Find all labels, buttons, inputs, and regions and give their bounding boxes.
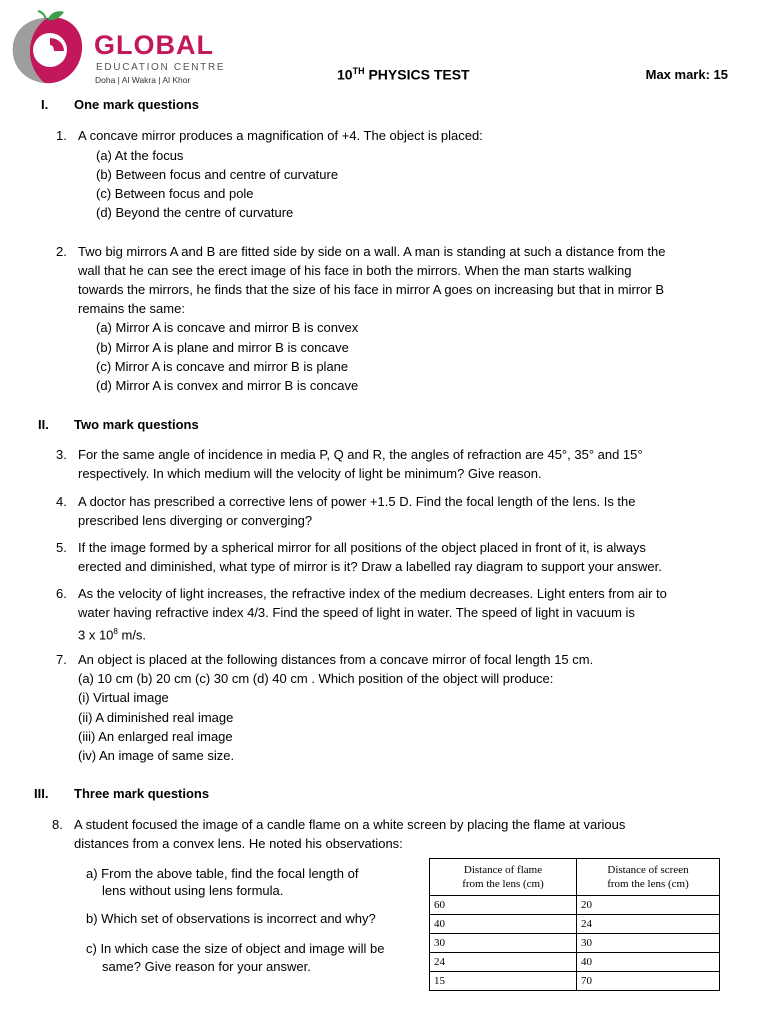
question-line: As the velocity of light increases, the refractive index of the medium decreases. Light enters from air to: [78, 586, 667, 601]
question-number: 4.: [56, 494, 67, 509]
option: (a) Mirror A is concave and mirror B is convex: [96, 320, 359, 335]
table-cell: 15: [430, 972, 577, 991]
question-line: distances from a convex lens. He noted his observations:: [74, 836, 403, 851]
section-title: Three mark questions: [74, 786, 210, 801]
question-number: 1.: [56, 128, 67, 143]
question-line: (a) 10 cm (b) 20 cm (c) 30 cm (d) 40 cm . Which position of the object will produce:: [78, 671, 554, 686]
section-number: I.: [41, 97, 49, 112]
question-line: towards the mirrors, he finds that the size of his face in mirror A goes on increasing but that in mirror B: [78, 282, 664, 297]
table-cell: 30: [430, 934, 577, 953]
table-row: [430, 915, 720, 934]
option: (d) Mirror A is convex and mirror B is concave: [96, 378, 359, 393]
question-text: A concave mirror produces a magnification of +4. The object is placed:: [78, 128, 483, 143]
column-header-screen-distance: Distance of screen from the lens (cm): [577, 859, 720, 896]
question-number: 7.: [56, 652, 67, 667]
table-row: [430, 934, 720, 953]
sub-question-a: a) From the above table, find the focal length of: [86, 866, 359, 881]
option: (iv) An image of same size.: [78, 748, 235, 763]
max-mark: Max mark: 15: [645, 67, 728, 82]
table-row: [430, 896, 720, 915]
option: (c) Mirror A is concave and mirror B is plane: [96, 359, 349, 374]
table-cell: 40: [577, 953, 720, 972]
question-line: For the same angle of incidence in media P, Q and R, the angles of refraction are 45°, 35° and 15°: [78, 447, 643, 462]
option: (i) Virtual image: [78, 690, 169, 705]
question-line: water having refractive index 4/3. Find the speed of light in water. The speed of light in vacuum is: [78, 605, 635, 620]
sub-question-c-line2: same? Give reason for your answer.: [102, 959, 311, 974]
logo-locations: Doha | Al Wakra | Al Khor: [95, 75, 191, 85]
table-row: [430, 972, 720, 991]
question-line: Two big mirrors A and B are fitted side by side on a wall. A man is standing at such a distance from the: [78, 244, 666, 259]
logo-apple-icon: [8, 10, 86, 86]
section-title: Two mark questions: [74, 417, 199, 432]
sub-question-c: c) In which case the size of object and image will be: [86, 941, 385, 956]
option: (iii) An enlarged real image: [78, 729, 233, 744]
sub-question-b: b) Which set of observations is incorrect and why?: [86, 911, 376, 926]
question-line: respectively. In which medium will the velocity of light be minimum? Give reason.: [78, 466, 542, 481]
table-cell: 24: [430, 953, 577, 972]
section-number: II.: [38, 417, 49, 432]
question-line: A doctor has prescribed a corrective lens of power +1.5 D. Find the focal length of the lens. Is the: [78, 494, 636, 509]
question-line: prescribed lens diverging or converging?: [78, 513, 313, 528]
option: (ii) A diminished real image: [78, 710, 234, 725]
question-number: 6.: [56, 586, 67, 601]
section-title: One mark questions: [74, 97, 199, 112]
table-cell: 40: [430, 915, 577, 934]
logo: [8, 10, 228, 86]
question-line: remains the same:: [78, 301, 185, 316]
table-header-row: [430, 859, 720, 896]
table-cell: 30: [577, 934, 720, 953]
logo-name: GLOBAL: [94, 30, 214, 60]
table-cell: 20: [577, 896, 720, 915]
option: (d) Beyond the centre of curvature: [96, 205, 294, 220]
logo-tagline: EDUCATION CENTRE: [96, 62, 226, 73]
option: (c) Between focus and pole: [96, 186, 254, 201]
question-number: 3.: [56, 447, 67, 462]
sub-question-a-line2: lens without using lens formula.: [102, 883, 284, 898]
option: (b) Between focus and centre of curvature: [96, 167, 339, 182]
question-line: wall that he can see the erect image of his face in both the mirrors. When the man starts walking: [78, 263, 632, 278]
option: (b) Mirror A is plane and mirror B is concave: [96, 340, 349, 355]
page-title: 10TH PHYSICS TEST: [337, 66, 470, 83]
question-number: 2.: [56, 244, 67, 259]
question-line: A student focused the image of a candle flame on a white screen by placing the flame at various: [74, 817, 626, 832]
table-row: [430, 953, 720, 972]
table-cell: 24: [577, 915, 720, 934]
question-number: 5.: [56, 540, 67, 555]
speed-of-light-value: 3 x $10^8$ m/s.: [78, 627, 147, 643]
observations-table: [429, 858, 720, 991]
section-number: III.: [34, 786, 49, 801]
option: (a) At the focus: [96, 148, 184, 163]
table-cell: 60: [430, 896, 577, 915]
column-header-flame-distance: Distance of flame from the lens (cm): [430, 859, 577, 896]
question-line: erected and diminished, what type of mirror is it? Draw a labelled ray diagram to support your answer.: [78, 559, 662, 574]
table-cell: 70: [577, 972, 720, 991]
question-number: 8.: [52, 817, 63, 832]
question-line: An object is placed at the following distances from a concave mirror of focal length 15 cm.: [78, 652, 594, 667]
question-line: If the image formed by a spherical mirror for all positions of the object placed in front of it, is always: [78, 540, 646, 555]
